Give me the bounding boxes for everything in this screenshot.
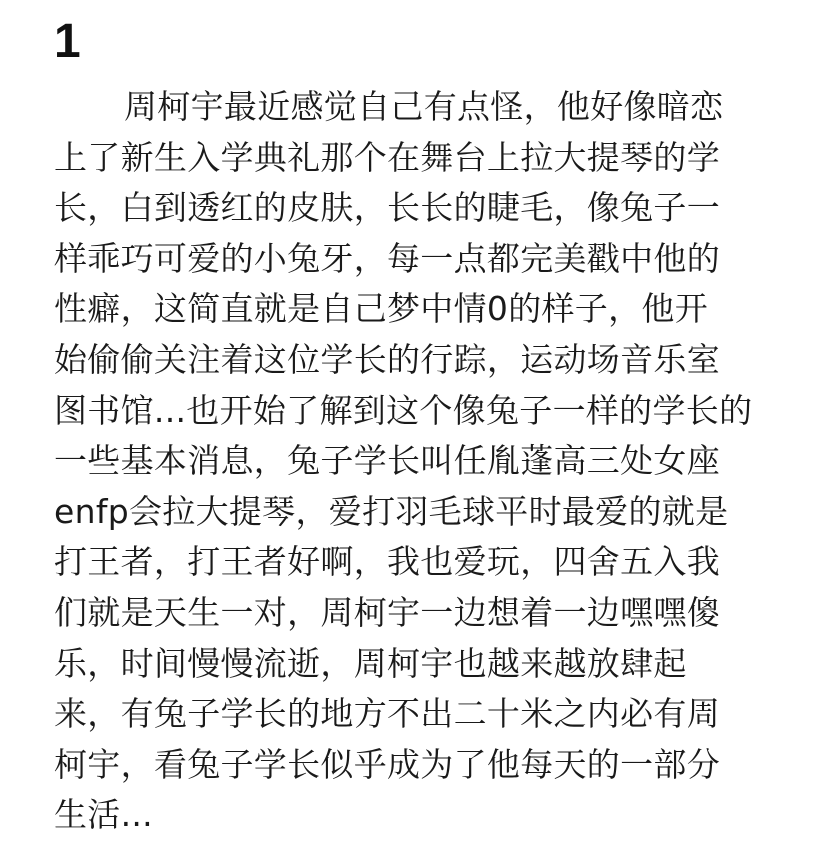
paragraph-line: 打王者，打王者好啊，我也爱玩，四舍五入我: [54, 542, 720, 582]
paragraph-line: 上了新生入学典礼那个在舞台上拉大提琴的学: [54, 137, 720, 177]
chapter-number: 1: [54, 15, 81, 68]
paragraph-line: 一些基本消息，兔子学长叫任胤蓬高三处女座: [54, 441, 720, 481]
paragraph-line: 性癖，这简直就是自己梦中情0的样子，他开: [54, 289, 708, 329]
story-paragraph: [54, 82, 774, 841]
paragraph-line: 图书馆...也开始了解到这个像兔子一样的学长的: [54, 390, 753, 430]
paragraph-line: enfp会拉大提琴，爱打羽毛球平时最爱的就是: [54, 491, 729, 531]
paragraph-line: 样乖巧可爱的小兔牙，每一点都完美戳中他的: [54, 238, 720, 278]
paragraph-line: 来，有兔子学长的地方不出二十米之内必有周: [54, 694, 720, 734]
paragraph-line: 始偷偷关注着这位学长的行踪，运动场音乐室: [54, 339, 720, 379]
paragraph-line: 长，白到透红的皮肤，长长的睫毛，像兔子一: [54, 188, 720, 228]
paragraph-line: 生活...: [54, 795, 153, 835]
paragraph-line: 们就是天生一对，周柯宇一边想着一边嘿嘿傻: [54, 592, 720, 632]
paragraph-line: 柯宇，看兔子学长似乎成为了他每天的一部分: [54, 744, 720, 784]
paragraph-line: 乐，时间慢慢流逝，周柯宇也越来越放肆起: [54, 643, 687, 683]
paragraph-line: 周柯宇最近感觉自己有点怪，他好像暗恋: [124, 87, 724, 126]
